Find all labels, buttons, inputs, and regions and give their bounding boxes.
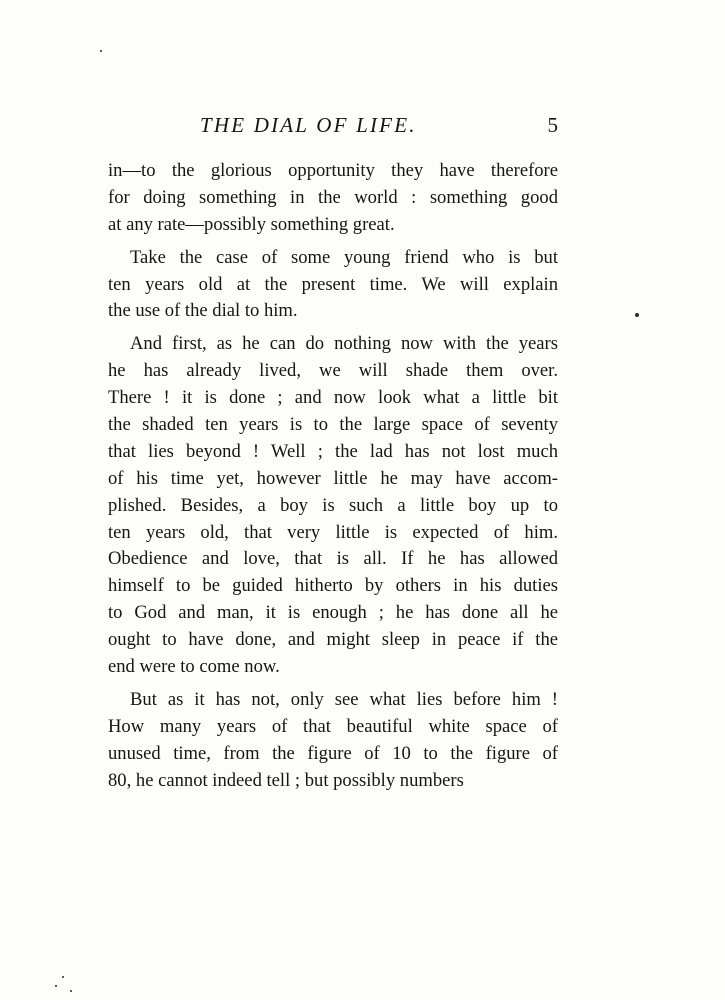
text-line: in—to the glorious opportunity they have therefore [108, 160, 558, 181]
running-head [108, 113, 558, 143]
text-line: ought to have done, and might sleep in peace if the [108, 629, 558, 651]
text-line: to God and man, it is enough ; he has done all he [108, 602, 558, 624]
text-line: Take the case of some young friend who is but [130, 246, 558, 268]
text-line: of his time yet, however little he may have accom- [108, 467, 558, 489]
running-title: THE DIAL OF LIFE. [200, 113, 417, 137]
text-line: But as it has not, only see what lies before him ! [130, 688, 558, 710]
paragraph [108, 245, 558, 326]
text-line: Obedience and love, that is all. If he has allowed [108, 548, 558, 570]
text-line: unused time, from the figure of 10 to the figure of [108, 742, 558, 764]
page-number: 5 [547, 113, 558, 137]
ink-speck [635, 313, 639, 317]
paragraph [108, 158, 558, 239]
text-line: ten years old at the present time. We will explain [108, 273, 558, 295]
text-line: himself to be guided hitherto by others in his duties [108, 575, 558, 597]
text-line: for doing something in the world : something good [108, 186, 558, 208]
text-line: end were to come now. [108, 656, 280, 678]
ink-speck [100, 50, 102, 52]
text-line: There ! it is done ; and now look what a little bit [108, 387, 558, 409]
text-line: How many years of that beautiful white space of [108, 715, 558, 737]
ink-speck [70, 990, 72, 992]
text-line: the use of the dial to him. [108, 300, 298, 322]
text-line: the shaded ten years is to the large space of seventy [108, 414, 558, 436]
text-line: plished. Besides, a boy is such a little boy up to [108, 494, 558, 516]
paragraph [108, 687, 558, 795]
text-line: 80, he cannot indeed tell ; but possibly numbers [108, 769, 464, 791]
body-text [108, 158, 558, 794]
text-line: he has already lived, we will shade them over. [108, 360, 558, 382]
text-line: ten years old, that very little is expected of him. [108, 521, 558, 543]
ink-speck [62, 976, 64, 978]
text-line: And first, as he can do nothing now with the years [130, 333, 558, 355]
text-line: at any rate—possibly something great. [108, 213, 395, 235]
paragraph [108, 331, 558, 681]
text-line: that lies beyond ! Well ; the lad has not lost much [108, 440, 558, 462]
ink-speck [55, 985, 57, 987]
